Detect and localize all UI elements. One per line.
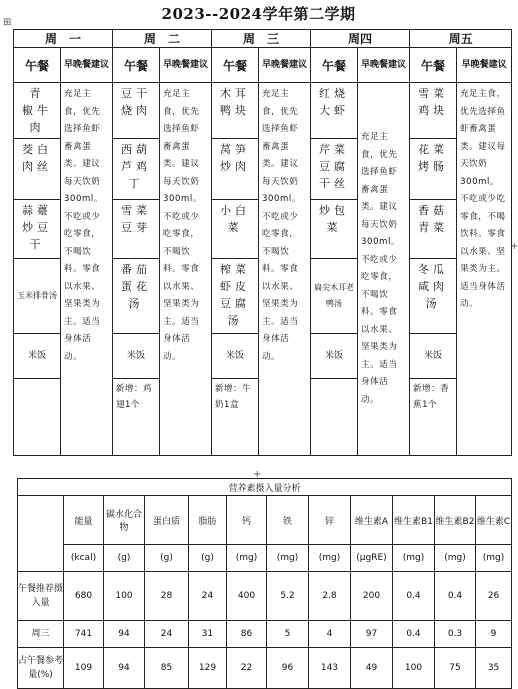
dish-cell: 莴笋炒肉 (212, 139, 259, 200)
lunch-label: 午餐 (212, 48, 259, 83)
advice-label: 早晚餐建议 (160, 48, 212, 83)
dish-cell-empty (311, 379, 358, 456)
unit-cell: (mg) (393, 545, 435, 572)
weekly-menu-table (13, 29, 512, 456)
dish-cell: 茭白肉丝 (14, 139, 61, 200)
value-cell: 109 (64, 648, 104, 689)
dish-cell: 玉米排骨汤 (14, 259, 61, 334)
meal-advice-text: 充足主食，优先选择鱼虾畜禽蛋类。建议每天饮奶300ml。不吃或少吃零食，不喝饮料。零食以水果、坚果类为主。适当身体活动。 (358, 83, 410, 456)
nutrient-header: 维生素B1 (393, 496, 435, 545)
dish-cell: 青 椒牛肉 (14, 83, 61, 139)
unit-cell: (μgRE) (351, 545, 393, 572)
value-cell: 96 (267, 648, 309, 689)
advice-label: 早晚餐建议 (61, 48, 113, 83)
nutrient-header: 维生素B2 (435, 496, 476, 545)
value-cell: 94 (104, 621, 145, 648)
value-cell: 200 (351, 572, 393, 621)
dish-cell: 番茄蛋花汤 (113, 259, 160, 334)
advice-label: 早晚餐建议 (457, 48, 512, 83)
unit-cell: (g) (104, 545, 145, 572)
dish-cell: 花菜烤肠 (410, 139, 457, 200)
nutrient-header: 维生素A (351, 496, 393, 545)
dish-cell: 米饭 (410, 334, 457, 379)
value-cell: 28 (145, 572, 189, 621)
value-cell: 2.8 (309, 572, 351, 621)
table-add-column-icon[interactable]: + (510, 241, 518, 252)
dish-cell: 小白菜 (212, 200, 259, 259)
advice-label: 早晚餐建议 (358, 48, 410, 83)
row-label: 午餐推荐摄入量 (18, 572, 64, 621)
meal-advice-text: 充足主食，优先选择鱼虾畜禽蛋类。建议每天饮奶300ml。不吃或少吃零食，不喝饮料。零食以水果、坚果类为主。适当身体活动。 (457, 83, 512, 456)
unit-cell: (mg) (476, 545, 512, 572)
dish-cell: 雪菜鸡块 (410, 83, 457, 139)
value-cell: 100 (104, 572, 145, 621)
day-header-thu: 周四 (311, 30, 410, 48)
value-cell: 5.2 (267, 572, 309, 621)
value-cell: 0.4 (435, 572, 476, 621)
nutrient-header: 锌 (309, 496, 351, 545)
value-cell: 97 (351, 621, 393, 648)
nutrition-analysis-table (17, 478, 512, 689)
dish-cell: 冬瓜咸肉汤 (410, 259, 457, 334)
meal-advice-text: 充足主食，优先选择鱼虾畜禽蛋类。建议每天饮奶300ml。不吃或少吃零食，不喝饮料。零食以水果、坚果类为主。适当身体活动。 (160, 83, 212, 456)
value-cell: 26 (476, 572, 512, 621)
advice-label: 早晚餐建议 (259, 48, 311, 83)
table-move-handle-icon[interactable]: ⊞ (3, 17, 12, 28)
value-cell: 5 (267, 621, 309, 648)
value-cell: 9 (476, 621, 512, 648)
lunch-label: 午餐 (410, 48, 457, 83)
nutrient-header: 脂肪 (189, 496, 227, 545)
value-cell: 24 (189, 572, 227, 621)
lunch-label: 午餐 (14, 48, 61, 83)
dish-cell: 炒包菜 (311, 200, 358, 259)
dish-cell: 雪菜豆芽 (113, 200, 160, 259)
value-cell: 4 (309, 621, 351, 648)
value-cell: 94 (104, 648, 145, 689)
value-cell: 129 (189, 648, 227, 689)
unit-cell: (g) (189, 545, 227, 572)
dish-cell-empty (14, 379, 61, 456)
added-item-note: 新增：牛奶1盒 (212, 379, 259, 456)
table-add-row-icon[interactable]: + (253, 469, 262, 480)
dish-cell: 蒜薹炒豆干 (14, 200, 61, 259)
nutrient-header: 蛋白质 (145, 496, 189, 545)
value-cell: 741 (64, 621, 104, 648)
meal-advice-text: 充足主食，优先选择鱼虾畜禽蛋类。建议每天饮奶300ml。不吃或少吃零食，不喝饮料。零食以水果、坚果类为主。适当身体活动。 (259, 83, 311, 456)
dish-cell: 豆干烧肉 (113, 83, 160, 139)
day-header-wed: 周 三 (212, 30, 311, 48)
dish-cell: 米饭 (14, 334, 61, 379)
dish-cell: 榨菜虾皮豆腐汤 (212, 259, 259, 334)
day-header-mon: 周 一 (14, 30, 113, 48)
nutrient-header: 碳水化合物 (104, 496, 145, 545)
value-cell: 100 (393, 648, 435, 689)
unit-cell: (mg) (309, 545, 351, 572)
nutrient-header: 维生素C (476, 496, 512, 545)
dish-cell: 米饭 (212, 334, 259, 379)
value-cell: 24 (145, 621, 189, 648)
row-label: 周三 (18, 621, 64, 648)
value-cell: 35 (476, 648, 512, 689)
unit-cell: (mg) (435, 545, 476, 572)
meal-advice-text: 充足主食，优先选择鱼虾畜禽蛋类。建议每天饮奶300ml。不吃或少吃零食，不喝饮料。零食以水果、坚果类为主。适当身体活动。 (61, 83, 113, 456)
value-cell: 86 (227, 621, 267, 648)
value-cell: 49 (351, 648, 393, 689)
added-item-note: 新增：鸡翅1个 (113, 379, 160, 456)
unit-cell: (kcal) (64, 545, 104, 572)
day-header-fri: 周五 (410, 30, 512, 48)
dish-cell: 红烧大虾 (311, 83, 358, 139)
value-cell: 400 (227, 572, 267, 621)
value-cell: 31 (189, 621, 227, 648)
value-cell: 0.3 (435, 621, 476, 648)
nutrient-header: 钙 (227, 496, 267, 545)
dish-cell: 西葫芦鸡丁 (113, 139, 160, 200)
value-cell: 143 (309, 648, 351, 689)
unit-cell: (mg) (227, 545, 267, 572)
day-header-tue: 周 二 (113, 30, 212, 48)
dish-cell: 扁尖木耳老鸭汤 (311, 259, 358, 334)
row-label: 占午餐参考量(%) (18, 648, 64, 689)
unit-cell: (g) (145, 545, 189, 572)
dish-cell: 米饭 (311, 334, 358, 379)
added-item-note: 新增：香蕉1个 (410, 379, 457, 456)
lunch-label: 午餐 (311, 48, 358, 83)
value-cell: 680 (64, 572, 104, 621)
value-cell: 0.4 (393, 621, 435, 648)
value-cell: 22 (227, 648, 267, 689)
lunch-label: 午餐 (113, 48, 160, 83)
nutrition-table-title: 营养素摄入量分析 (18, 479, 512, 496)
value-cell: 75 (435, 648, 476, 689)
dish-cell: 芹菜豆腐干丝 (311, 139, 358, 200)
page-title: 2023--2024学年第二学期 (161, 5, 356, 23)
value-cell: 0.4 (393, 572, 435, 621)
value-cell: 85 (145, 648, 189, 689)
dish-cell: 香菇青菜 (410, 200, 457, 259)
corner-cell (18, 496, 64, 572)
unit-cell: (mg) (267, 545, 309, 572)
nutrient-header: 铁 (267, 496, 309, 545)
dish-cell: 木耳鸭块 (212, 83, 259, 139)
nutrient-header: 能量 (64, 496, 104, 545)
dish-cell: 米饭 (113, 334, 160, 379)
